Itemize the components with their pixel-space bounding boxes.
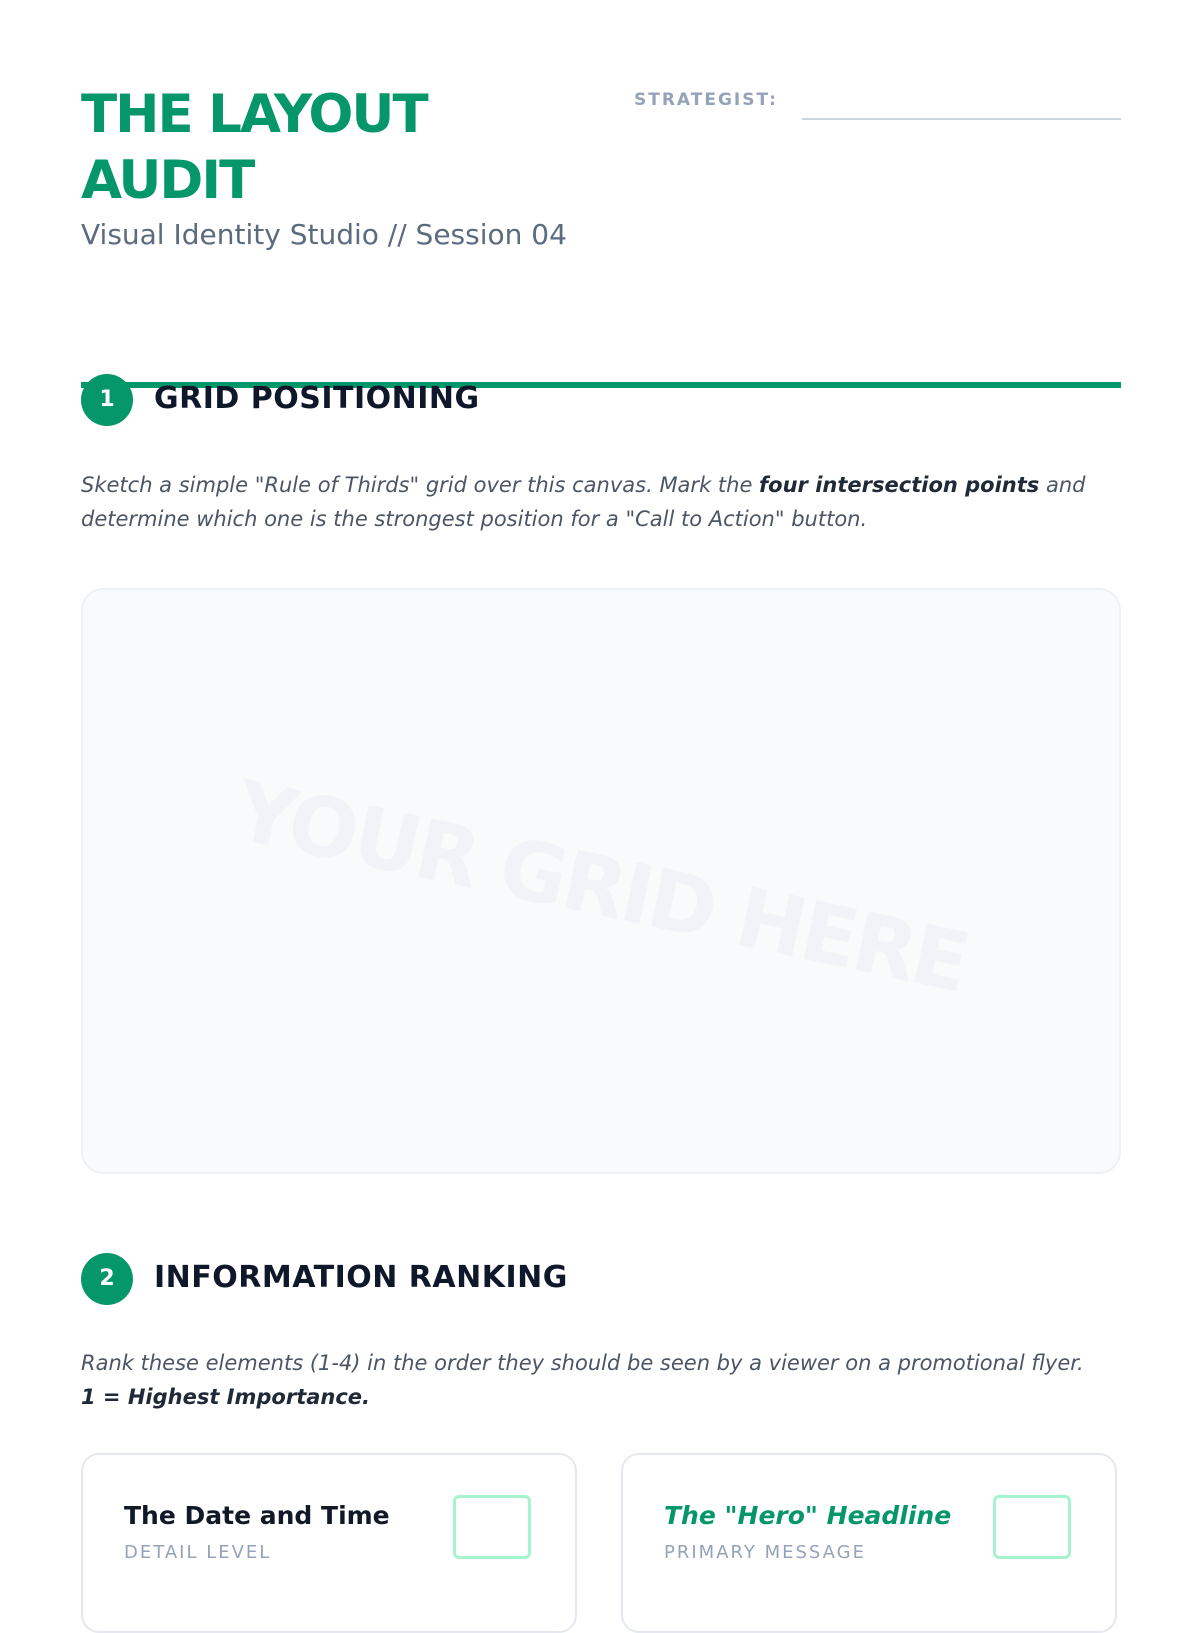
page-subtitle: Visual Identity Studio // Session 04: [81, 218, 567, 251]
grid-instructions-text-end: and determine which one is the strongest position for a "Call to Action" button.: [81, 473, 1086, 531]
rank-card-subtitle: DETAIL LEVEL: [124, 1542, 272, 1563]
sketch-canvas[interactable]: [81, 588, 1121, 1174]
strategist-field: [634, 90, 1121, 126]
ranking-instructions: [81, 1346, 1121, 1414]
section-information-ranking-header: [81, 1251, 1121, 1307]
worksheet-page: [81, 0, 1121, 1600]
grid-instructions: [81, 468, 1121, 536]
rank-card-subtitle: PRIMARY MESSAGE: [664, 1542, 866, 1563]
rank-input-box[interactable]: [453, 1495, 531, 1559]
grid-instructions-text: Sketch a simple "Rule of Thirds" grid over this canvas. Mark the: [81, 473, 760, 497]
strategist-label: STRATEGIST:: [634, 90, 778, 110]
ranking-instructions-emphasis: 1 = Highest Importance.: [81, 1385, 371, 1409]
rank-card-title: The "Hero" Headline: [664, 1501, 952, 1530]
rank-card-title: The Date and Time: [124, 1501, 390, 1530]
worksheet-header: [81, 82, 1121, 312]
section-number-badge: 2: [81, 1253, 133, 1305]
rank-card-hero-headline: [621, 1453, 1117, 1633]
section-grid-positioning-header: [81, 372, 1121, 428]
ranking-instructions-text: Rank these elements (1-4) in the order they should be seen by a viewer on a promotional flyer.: [81, 1351, 1084, 1375]
grid-instructions-emphasis: four intersection points: [759, 473, 1040, 497]
section-title: INFORMATION RANKING: [154, 1260, 568, 1295]
strategist-input-line[interactable]: [802, 118, 1121, 120]
rank-card-date-time: [81, 1453, 577, 1633]
canvas-watermark: YOUR GRID HERE: [227, 763, 975, 1012]
section-number-badge: 1: [81, 374, 133, 426]
rank-input-box[interactable]: [993, 1495, 1071, 1559]
section-title: GRID POSITIONING: [154, 381, 480, 416]
page-title: THE LAYOUT AUDIT: [81, 84, 427, 211]
